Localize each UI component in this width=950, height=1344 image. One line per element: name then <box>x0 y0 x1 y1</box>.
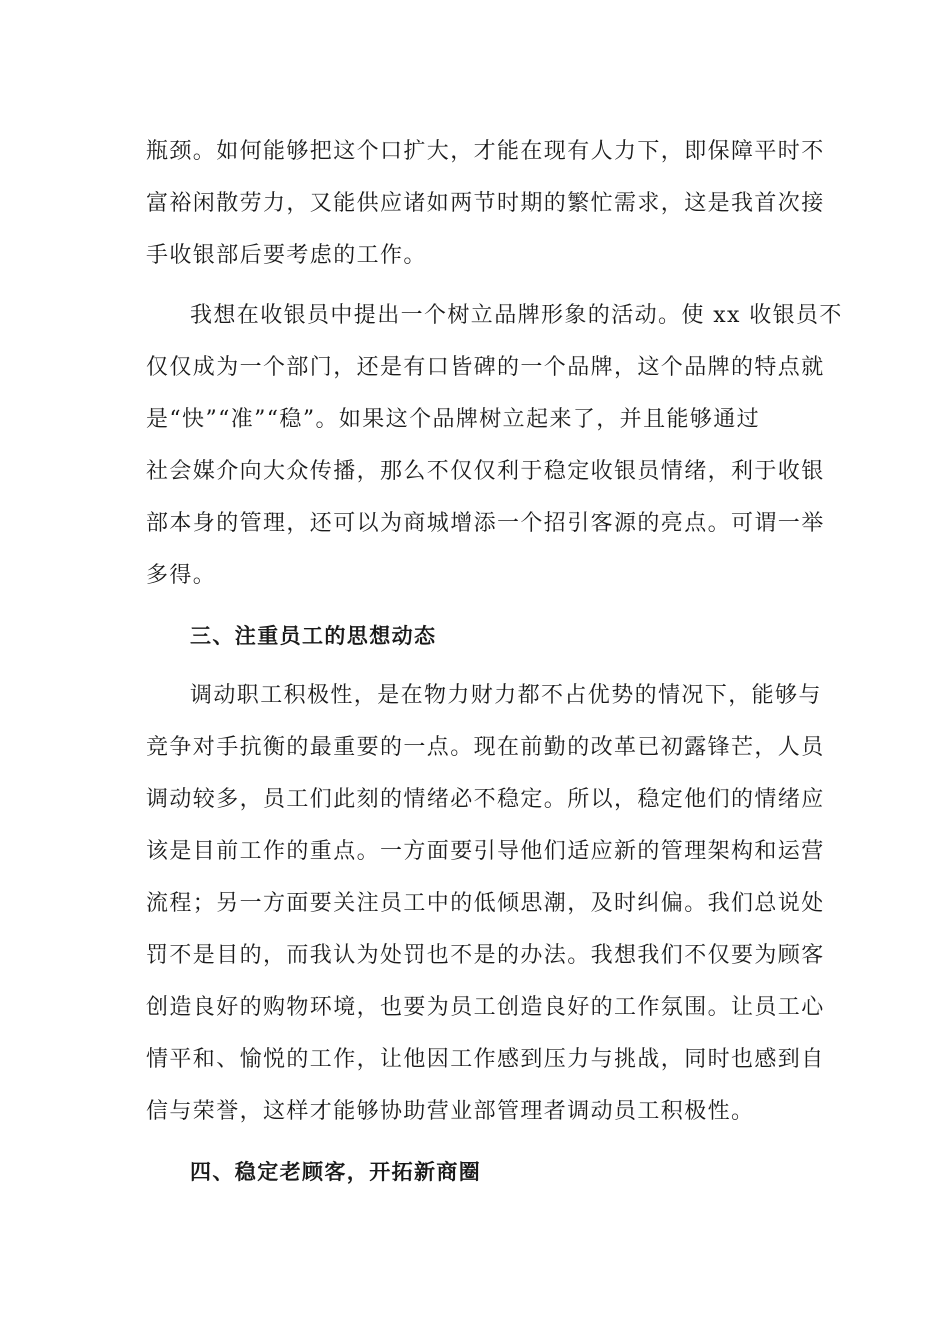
paragraph-line: 多得。 <box>146 563 217 588</box>
paragraph-2 <box>146 290 843 602</box>
paragraph-line: 仅仅成为一个部门，还是有口皆碑的一个品牌，这个品牌的特点就 <box>146 355 825 380</box>
paragraph-1 <box>146 126 825 282</box>
paragraph-line: 竞争对手抗衡的最重要的一点。现在前勤的改革已初露锋芒，人员 <box>146 735 825 760</box>
document-body <box>146 126 843 1206</box>
paragraph-line: 创造良好的购物环境，也要为员工创造良好的工作氛围。让员工心 <box>146 995 825 1020</box>
paragraph-line: 我想在收银员中提出一个树立品牌形象的活动。使 xx 收银员不 <box>190 303 843 328</box>
paragraph-line: 富裕闲散劳力，又能供应诸如两节时期的繁忙需求，这是我首次接 <box>146 191 825 216</box>
paragraph-line: 是“快”“准”“稳”。如果这个品牌树立起来了，并且能够通过 <box>146 407 761 432</box>
section-heading-4: 四、稳定老顾客，开拓新商圈 <box>190 1160 482 1184</box>
paragraph-line: 该是目前工作的重点。一方面要引导他们适应新的管理架构和运营 <box>146 839 825 864</box>
paragraph-line: 手收银部后要考虑的工作。 <box>146 243 427 268</box>
paragraph-line: 社会媒介向大众传播，那么不仅仅利于稳定收银员情绪，利于收银 <box>146 459 825 484</box>
paragraph-line: 瓶颈。如何能够把这个口扩大，才能在现有人力下，即保障平时不 <box>146 139 825 164</box>
paragraph-line: 调动职工积极性，是在物力财力都不占优势的情况下，能够与 <box>190 683 822 708</box>
paragraph-line: 罚不是目的，而我认为处罚也不是的办法。我想我们不仅要为顾客 <box>146 943 825 968</box>
paragraph-line: 情平和、愉悦的工作，让他因工作感到压力与挑战，同时也感到自 <box>146 1047 825 1072</box>
paragraph-line: 流程；另一方面要关注员工中的低倾思潮，及时纠偏。我们总说处 <box>146 891 825 916</box>
paragraph-line: 信与荣誉，这样才能够协助营业部管理者调动员工积极性。 <box>146 1099 755 1124</box>
paragraph-3 <box>146 670 825 1138</box>
paragraph-line: 部本身的管理，还可以为商城增添一个招引客源的亮点。可谓一举 <box>146 511 825 536</box>
section-heading-3: 三、注重员工的思想动态 <box>190 624 437 648</box>
paragraph-line: 调动较多，员工们此刻的情绪必不稳定。所以，稳定他们的情绪应 <box>146 787 825 812</box>
